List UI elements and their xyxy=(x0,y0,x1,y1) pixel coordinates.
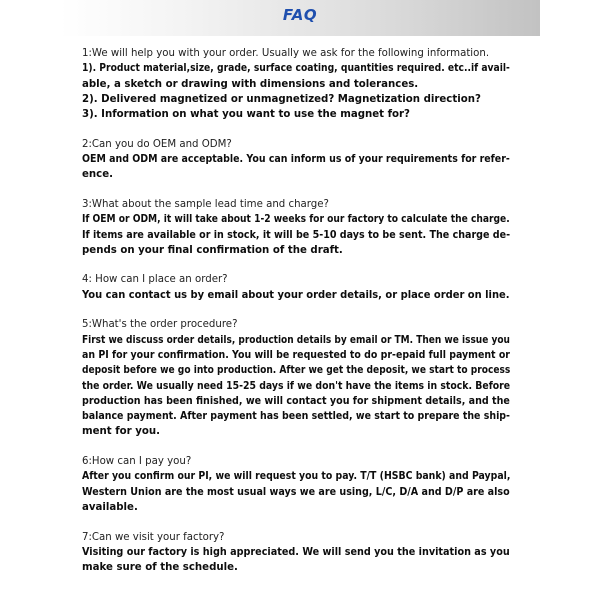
faq-question: 5:What's the order procedure? xyxy=(82,319,238,331)
answer-line: able, a sketch or drawing with dimensions and tolerances. xyxy=(82,78,419,90)
faq-item-6 xyxy=(82,454,510,515)
faq-item-4 xyxy=(82,272,510,303)
faq-question: 6:How can I pay you? xyxy=(82,456,192,468)
answer-line: Visiting our factory is high appreciated. We will send you the invitation as you xyxy=(82,546,510,558)
answer-line: 2). Delivered magnetized or unmagnetized? Magnetization direction? xyxy=(82,93,481,105)
header-bar xyxy=(60,0,540,36)
faq-question: 7:Can we visit your factory? xyxy=(82,531,225,543)
answer-line: available. xyxy=(82,501,138,513)
answer-line: Western Union are the most usual ways we are using, L/C, D/A and D/P are also xyxy=(82,486,510,498)
faq-question: 3:What about the sample lead time and charge? xyxy=(82,198,329,210)
answer-line: After you confirm our PI, we will request you to pay. T/T (HSBC bank) and Paypal, xyxy=(82,471,511,483)
faq-answer xyxy=(82,152,510,183)
answer-line: balance payment. After payment has been settled, we start to prepare the ship- xyxy=(82,411,510,423)
answer-line: an PI for your confirmation. You will be requested to do pr-epaid full payment or xyxy=(82,349,510,361)
faq-item-1 xyxy=(82,46,510,122)
answer-line: ment for you. xyxy=(82,426,160,438)
page-title: FAQ xyxy=(282,6,318,24)
answer-line: the order. We usually need 15-25 days if we don't have the items in stock. Before xyxy=(82,380,511,392)
answer-line: pends on your final confirmation of the draft. xyxy=(82,244,343,256)
faq-question: 4: How can I place an order? xyxy=(82,274,228,286)
faq-answer xyxy=(82,469,510,515)
answer-line: 1). Product material,size, grade, surface coating, quantities required. etc..if avail- xyxy=(82,63,510,75)
faq-answer xyxy=(82,545,510,576)
faq-list xyxy=(82,46,510,590)
faq-answer xyxy=(82,333,510,440)
answer-line: OEM and ODM are acceptable. You can inform us of your requirements for refer- xyxy=(82,154,510,166)
faq-item-3 xyxy=(82,197,510,258)
faq-answer xyxy=(82,61,510,122)
faq-answer xyxy=(82,288,510,303)
answer-line: If OEM or ODM, it will take about 1-2 weeks for our factory to calculate the charge. xyxy=(82,214,510,226)
faq-item-7 xyxy=(82,530,510,576)
faq-item-2 xyxy=(82,137,510,183)
answer-line: deposit before we go into production. After we get the deposit, we start to process xyxy=(82,365,511,377)
answer-line: production has been finished, we will contact you for shipment details, and the xyxy=(82,395,510,407)
answer-line: If items are available or in stock, it will be 5-10 days to be sent. The charge de- xyxy=(82,229,511,241)
answer-line: 3). Information on what you want to use the magnet for? xyxy=(82,109,410,121)
answer-line: You can contact us by email about your order details, or place order on line. xyxy=(82,289,510,301)
answer-line: ence. xyxy=(82,169,113,181)
answer-line: First we discuss order details, production details by email or TM. Then we issue you xyxy=(82,334,510,346)
faq-question: 1:We will help you with your order. Usually we ask for the following information. xyxy=(82,48,490,59)
faq-item-5 xyxy=(82,317,510,439)
answer-line: make sure of the schedule. xyxy=(82,562,238,574)
faq-question: 2:Can you do OEM and ODM? xyxy=(82,138,232,150)
faq-answer xyxy=(82,212,510,258)
